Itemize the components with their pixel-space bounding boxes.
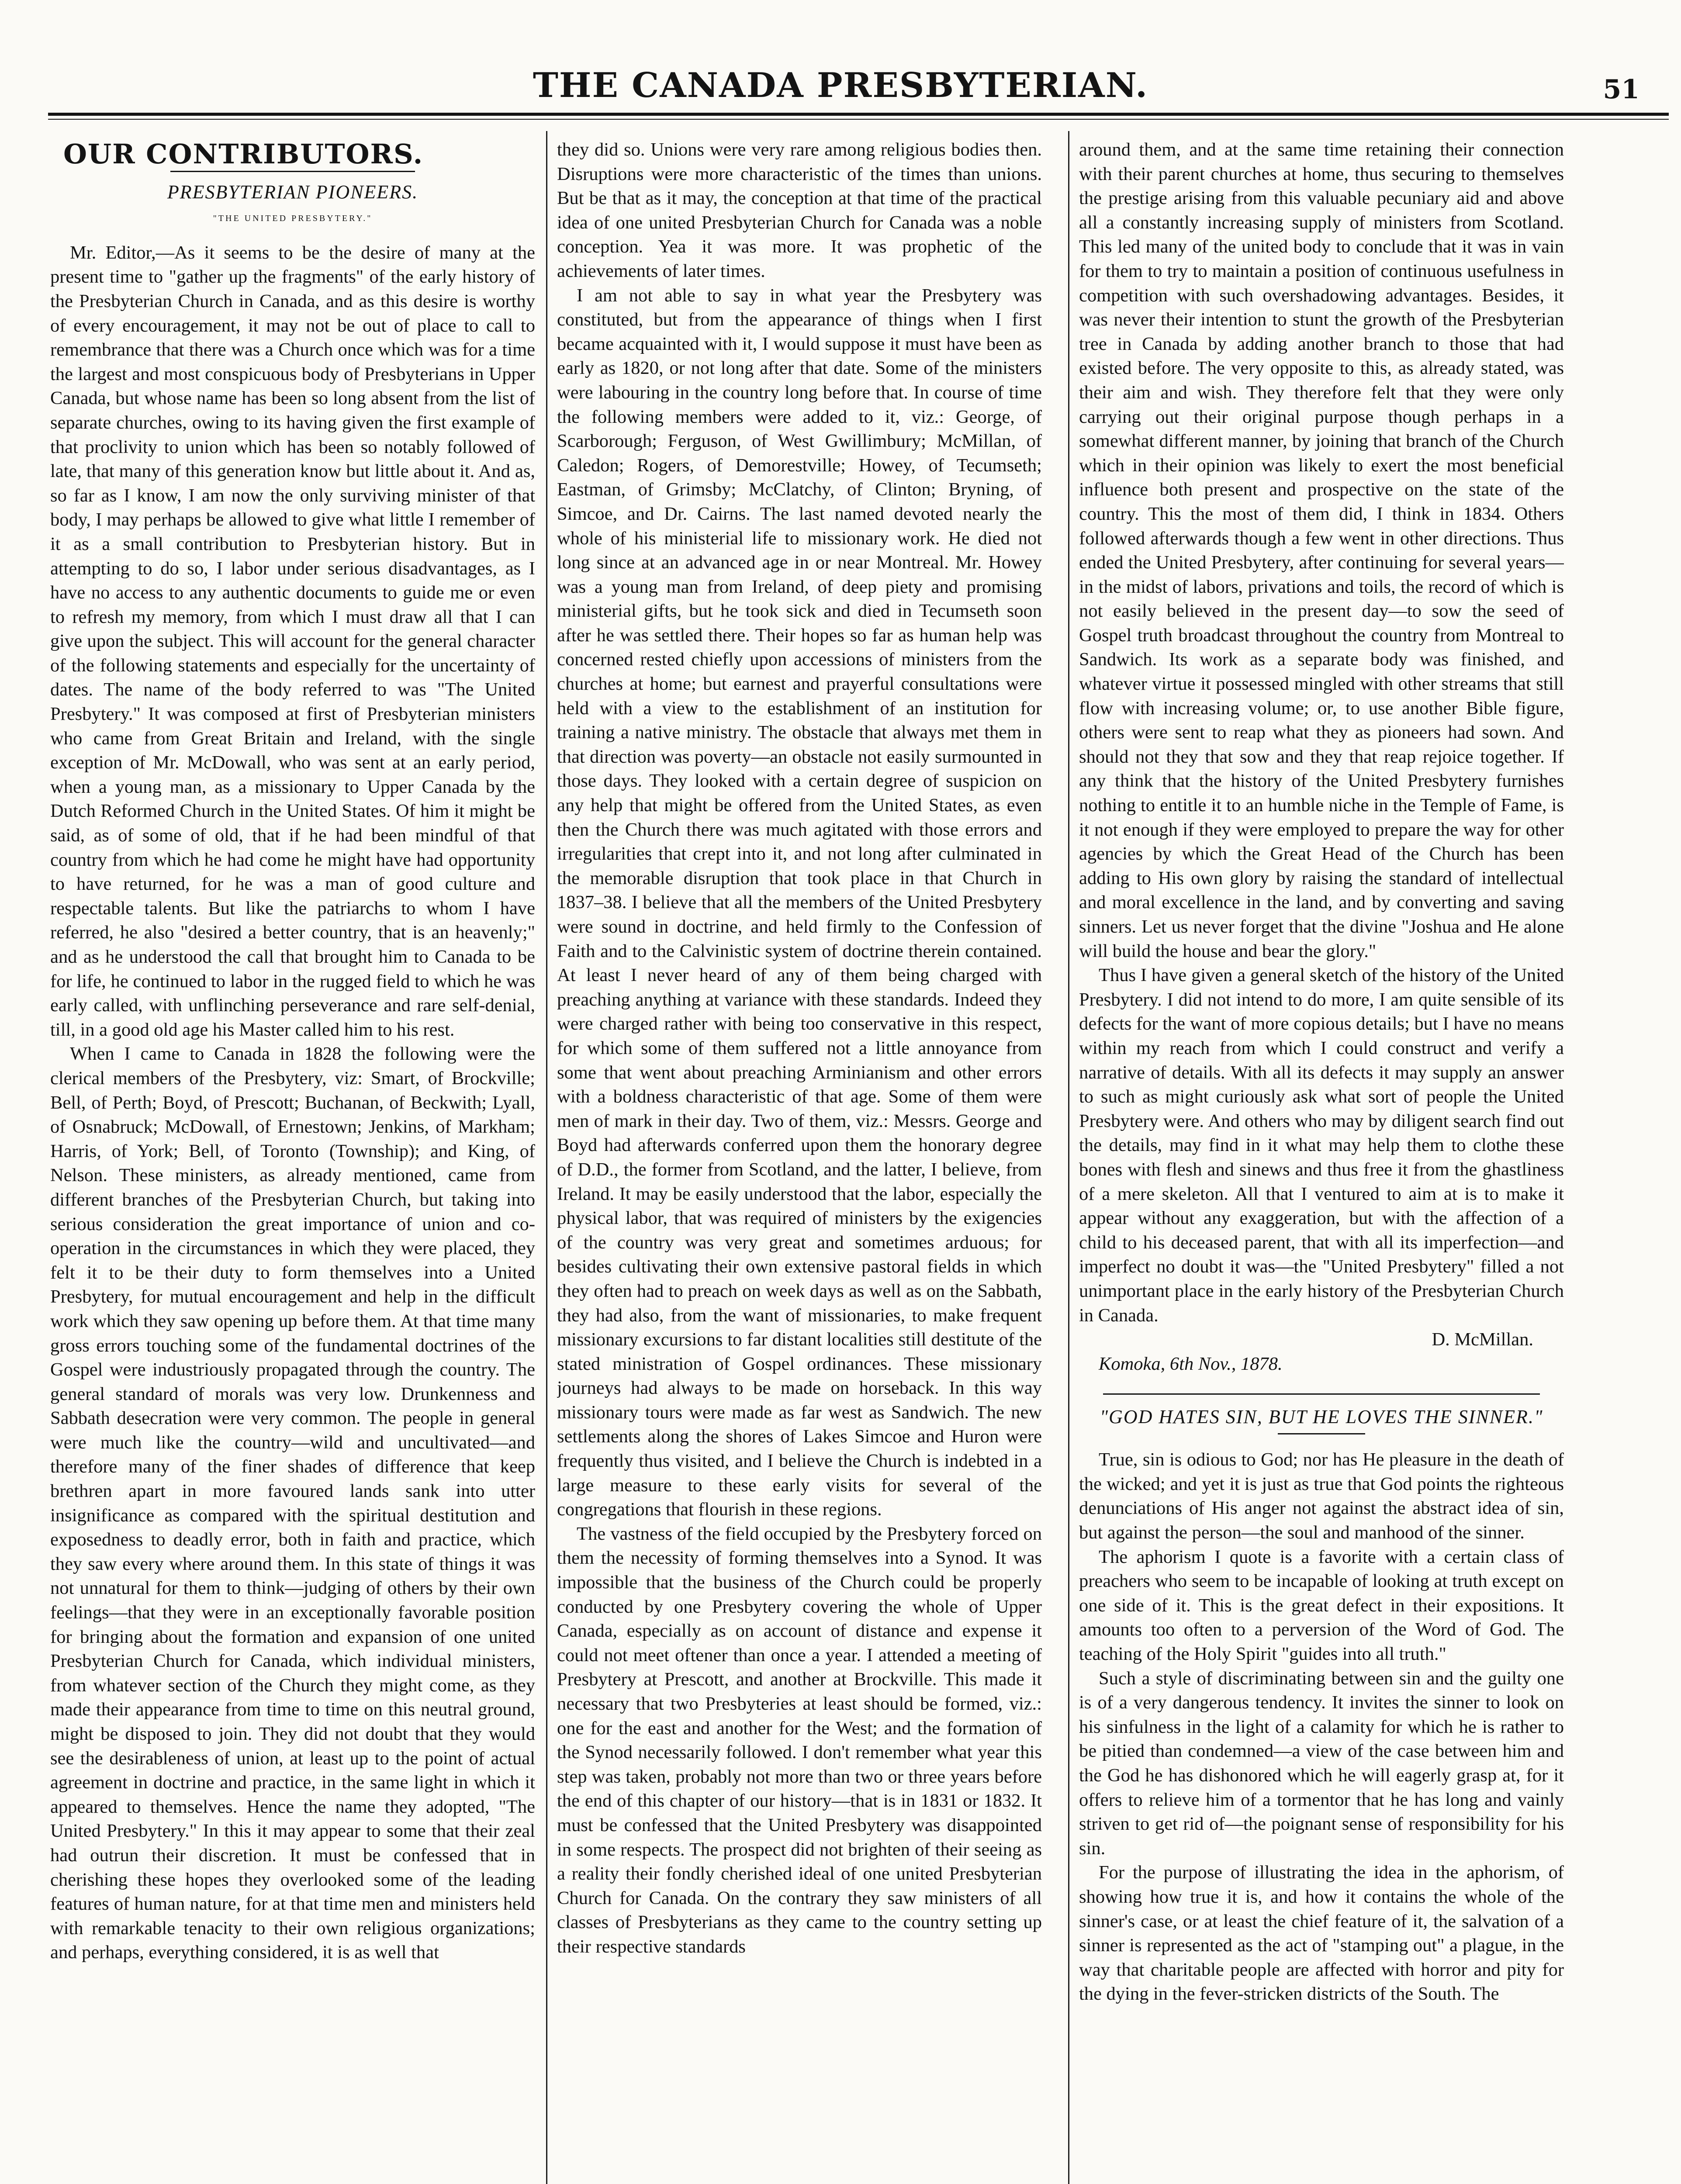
column-3 bbox=[1079, 138, 1564, 2184]
title-rule bbox=[1278, 1433, 1365, 1434]
dateline: Komoka, 6th Nov., 1878. bbox=[1099, 1353, 1283, 1374]
page-number: 51 bbox=[1603, 74, 1639, 105]
article-separator bbox=[1103, 1393, 1540, 1395]
paragraph: Such a style of discriminating between sin and the guilty one is of a very dangerous tendency. It invites the sinner to look on his sinfulness in the light of a calamity for which he is rather to be pitied than condemned—a view of the case between him and the God he has dishonored which he will eagerly grasp at, for it offers to relieve him of a tormentor that he has long and vainly striven to get rid of—the poignant sense of responsibility for his sin. bbox=[1079, 1668, 1564, 1859]
newspaper-title: THE CANADA PRESBYTERIAN. bbox=[533, 66, 1148, 105]
masthead-rule-thick bbox=[48, 113, 1669, 116]
masthead-rule-thin bbox=[48, 119, 1669, 120]
paragraph: Thus I have given a general sketch of the history of the United Presbytery. I did not intend to do more, I am quite sensible of its defects for the want of more copious details; but I have no means within my reach from which I could construct and verify a narrative of details. With all its defects it may supply an answer to such as might curiously ask what sort of people the United Presbytery were. And others who may by diligent search find out the details, may find in it what may help them to clothe these bones with flesh and sinews and thus free it from the ghastliness of a mere skeleton. All that I ventured to aim at is to make it appear without any exaggeration, but with the affection of a child to his deceased parent, that with all its imperfection—and imperfect no doubt it was—the "United Presbytery" filled a not unimportant place in the early history of the Presbyterian Church in Canada. bbox=[1079, 965, 1564, 1326]
column-divider bbox=[546, 131, 547, 2184]
paragraph: they did so. Unions were very rare among religious bodies then. Disruptions were more characteristic of the times than unions. But be that as it may, the conception at that time of the practical idea of one united Presbyterian Church for Canada was a noble conception. Yea it was more. It was prophetic of the achievements of later times. bbox=[557, 139, 1042, 281]
paragraph: The vastness of the field occupied by the Presbytery forced on them the necessity of forming themselves into a Synod. It was impossible that the business of the Church could be properly conducted by one Presbytery covering the whole of Upper Canada, especially as on account of distance and expense it could not meet oftener than once a year. I attended a meeting of Presbytery at Prescott, and another at Brockville. This made it necessary that two Presbyteries at least should be formed, viz.: one for the east and another for the West; and the formation of the Synod necessarily followed. I don't remember what year this step was taken, probably not more than two or three years before the end of this chapter of our history—that is in 1831 or 1832. It must be confessed that the United Presbytery was disappointed in some respects. The prospect did not brighten of their seeing as a reality their fondly cherished ideal of one united Presbyterian Church for Canada. On the contrary they saw ministers of all classes of Presbyterians as they came to the country setting up their respective standards bbox=[557, 1523, 1042, 1957]
column-divider bbox=[1068, 131, 1069, 2184]
paragraph: I am not able to say in what year the Presbytery was constituted, but from the appearance of things when I first became acquainted with it, I would suppose it must have been as early as 1820, or not long after that date. Some of the ministers were labouring in the country long before that. In course of time the following members were added to it, viz.: George, of Scarborough; Ferguson, of West Gwillimbury; McMillan, of Caledon; Rogers, of Demorestville; Howey, of Tecumseth; Eastman, of Grimsby; McClatchy, of Clinton; Bryning, of Simcoe, and Dr. Cairns. The last named devoted nearly the whole of his ministerial life to missionary work. He died not long since at an advanced age in or near Montreal. Mr. Howey was a young man from Ireland, of deep piety and promising ministerial gifts, but he took sick and died in Tecumseth soon after he was settled there. Their hopes so far as human help was concerned rested chiefly upon accessions of ministers from the churches at home; but earnest and prayerful consultations were held with a view to the establishment of an institution for training a native ministry. The obstacle that always met them in that direction was poverty—an obstacle not easily surmounted in those days. They looked with a certain degree of suspicion on any help that might be offered from the United States, as even then the Church there was much agitated with those errors and irregularities that crept into it, and not long after culminated in the memorable disruption that took place in that Church in 1837–38. I believe that all the members of the United Presbytery were sound in doctrine, and held firmly to the Confession of Faith and to the Calvinistic system of doctrine therein contained. At least I never heard of any of them being charged with preaching anything at variance with these standards. Indeed they were charged rather with being too conservative in this respect, for which some of them suffered not a little annoyance from some that went about preaching Arminianism and other errors with a boldness characteristic of that age. Some of them were men of mark in their day. Two of them, viz.: Messrs. George and Boyd had afterwards conferred upon them the honorary degree of D.D., the former from Scotland, and the latter, I believe, from Ireland. It may be easily understood that the labor, especially the physical labor, that was required of ministers by the exigencies of the country was very great and sometimes arduous; for besides cultivating their own extensive pastoral fields in which they often had to preach on week days as well as on the Sabbath, they had also, from the want of missionaries, to make frequent missionary excursions to far distant localities still destitute of the stated ministration of Gospel ordinances. These missionary journeys had always to be made on horseback. In this way missionary tours were made as far west as Sandwich. The new settlements along the shores of Lakes Simcoe and Huron were frequently thus visited, and I believe the Church is indebted in a large measure to these early visits for several of the congregations that flourish in these regions. bbox=[557, 285, 1042, 1520]
signature-row bbox=[1079, 1327, 1564, 1352]
masthead bbox=[0, 0, 1681, 118]
paragraph: True, sin is odious to God; nor has He pleasure in the death of the wicked; and yet it is just as true that God points the righteous denunciations of His anger not against the abstract idea of sin, but against the person—the soul and manhood of the sinner. bbox=[1079, 1449, 1564, 1543]
column-2 bbox=[557, 138, 1042, 2184]
article-subtitle: "THE UNITED PRESBYTERY." bbox=[213, 214, 373, 224]
article-title: "GOD HATES SIN, BUT HE LOVES THE SINNER." bbox=[1100, 1406, 1543, 1428]
article-title: PRESBYTERIAN PIONEERS. bbox=[167, 181, 419, 203]
paragraph: The aphorism I quote is a favorite with a certain class of preachers who seem to be incapable of looking at truth except on one side of it. This is the great defect in their expositions. It amounts too often to a perversion of the Word of God. The teaching of the Holy Spirit "guides into all truth." bbox=[1079, 1546, 1564, 1665]
column-1 bbox=[50, 138, 535, 2184]
section-header: OUR CONTRIBUTORS. bbox=[63, 138, 424, 170]
author-signature: D. McMillan. bbox=[1432, 1329, 1533, 1350]
paragraph: Mr. Editor,—As it seems to be the desire of many at the present time to "gather up the fragments" of the early history of the Presbyterian Church in Canada, and as this desire is worthy of every encouragement, it may not be out of place to call to remembrance that there was a Church once which was for a time the largest and most conspicuous body of Presbyterians in Upper Canada, but whose name has been so long absent from the list of separate churches, owing to its having given the first example of that proclivity to union which has been so notably followed of late, that many of this generation know but little about it. And as, so far as I know, I am now the only surviving minister of that body, I may perhaps be allowed to give what little I remember of it as a small contribution to Presbyterian history. But in attempting to do so, I labor under serious disadvantages, as I have no access to any authentic documents to guide me or even to refresh my memory, from which I must draw all that I can give upon the subject. This will account for the general character of the following statements and especially for the uncertainty of dates. The name of the body referred to was "The United Presbytery." It was composed at first of Presbyterian ministers who came from Great Britain and Ireland, with the single exception of Mr. McDowall, who was sent at an early period, when a young man, as a missionary to Upper Canada by the Dutch Reformed Church in the United States. Of him it might be said, as of some of old, that if he had been mindful of that country from which he had come he might have had opportunity to have returned, for he was a man of good culture and respectable talents. But like the patriarchs to whom I have referred, he also "desired a better country, that is an heavenly;" and as he understood the call that brought him to Canada to be for life, he continued to labor in the rugged field to which he was early called, with unflinching perseverance and rare self-denial, till, in a good old age his Master called him to his rest. bbox=[50, 242, 535, 1040]
paragraph: When I came to Canada in 1828 the following were the clerical members of the Presbytery, viz: Smart, of Brockville; Bell, of Perth; Boyd, of Prescott; Buchanan, of Beckwith; Lyall, of Osnabruck; McDowall, of Ernestown; Jenkins, of Markham; Harris, of York; Bell, of Toronto (Township); and King, of Nelson. These ministers, as already mentioned, came from different branches of the Presbyterian Church, but taking into serious consideration the great importance of union and co-operation in the circumstances in which they were placed, they felt it to be their duty to form themselves into a United Presbytery, for mutual encouragement and help in the difficult work which they saw opening up before them. At that time many gross errors touching some of the fundamental doctrines of the Gospel were industriously propagated through the country. The general standard of morals was very low. Drunkenness and Sabbath desecration were very common. The people in general were much like the country—wild and uncultivated—and therefore many of the finer shades of difference that keep brethren apart in more favoured lands sank into utter insignificance as compared with the spiritual destitution and exposedness to deadly error, both in faith and practice, which they saw every where around them. In this state of things it was not unnatural for them to think—judging of others by their own feelings—that they were in an exceptionally favorable position for bringing about the formation and expansion of one united Presbyterian Church for Canada, which individual ministers, from whatever section of the Church they might come, as they made their appearance from time to time on this neutral ground, might be disposed to join. They did not doubt that they would see the desirableness of union, at least up to the point of actual agreement in doctrine and practice, in the same light in which it appeared to themselves. Hence the name they adopted, "The United Presbytery." In this it may appear to some that their zeal had outrun their discretion. It must be confessed that in cherishing these hopes they overlooked some of the leading features of human nature, for at that time men and ministers held with remarkable tenacity to their own religious organizations; and perhaps, everything considered, it is as well that bbox=[50, 1044, 535, 1963]
paragraph: For the purpose of illustrating the idea in the aphorism, of showing how true it is, and how it contains the whole of the sinner's case, or at least the chief feature of it, the salvation of a sinner is represented as the act of "stamping out" a plague, in the way that charitable people are affected with horror and pity for the dying in the fever-stricken districts of the South. The bbox=[1079, 1862, 1564, 2004]
header-rule bbox=[170, 171, 415, 172]
paragraph: around them, and at the same time retaining their connection with their parent churches at home, thus securing to themselves the prestige arising from this valuable pecuniary aid and above all a constantly increasing supply of ministers from Scotland. This led many of the united body to conclude that it was in vain for them to try to maintain a position of continuous usefulness in competition with such overshadowing advantages. Besides, it was never their intention to stunt the growth of the Presbyterian tree in Canada by adding another branch to those that had existed before. The very opposite to this, as already stated, was their aim and wish. They therefore felt that they were only carrying out their original purpose though perhaps in a somewhat different manner, by joining that branch of the Church which in their opinion was likely to exert the most beneficial influence both present and prospective on the state of the country. This the most of them did, I think in 1834. Others followed afterwards though a few went in other directions. Thus ended the United Presbytery, after continuing for several years—in the midst of labors, privations and toils, the record of which is not easily believed in the present day—to sow the seed of Gospel truth broadcast throughout the country from Montreal to Sandwich. Its work as a separate body was finished, and whatever virtue it possessed mingled with other streams that still flow with increasing volume; or, to use another Bible figure, others were sent to reap what they as pioneers had sown. And should not they that sow and they that reap rejoice together. If any think that the history of the United Presbytery furnishes nothing to entitle it to an humble niche in the Temple of Fame, is it not enough if they were employed to prepare the way for other agencies by which the Great Head of the Church has been adding to His own glory by raising the standard of intellectual and moral excellence in the land, and by converting and saving sinners. Let us never forget that the divine "Joshua and He alone will build the house and bear the glory." bbox=[1079, 139, 1564, 961]
